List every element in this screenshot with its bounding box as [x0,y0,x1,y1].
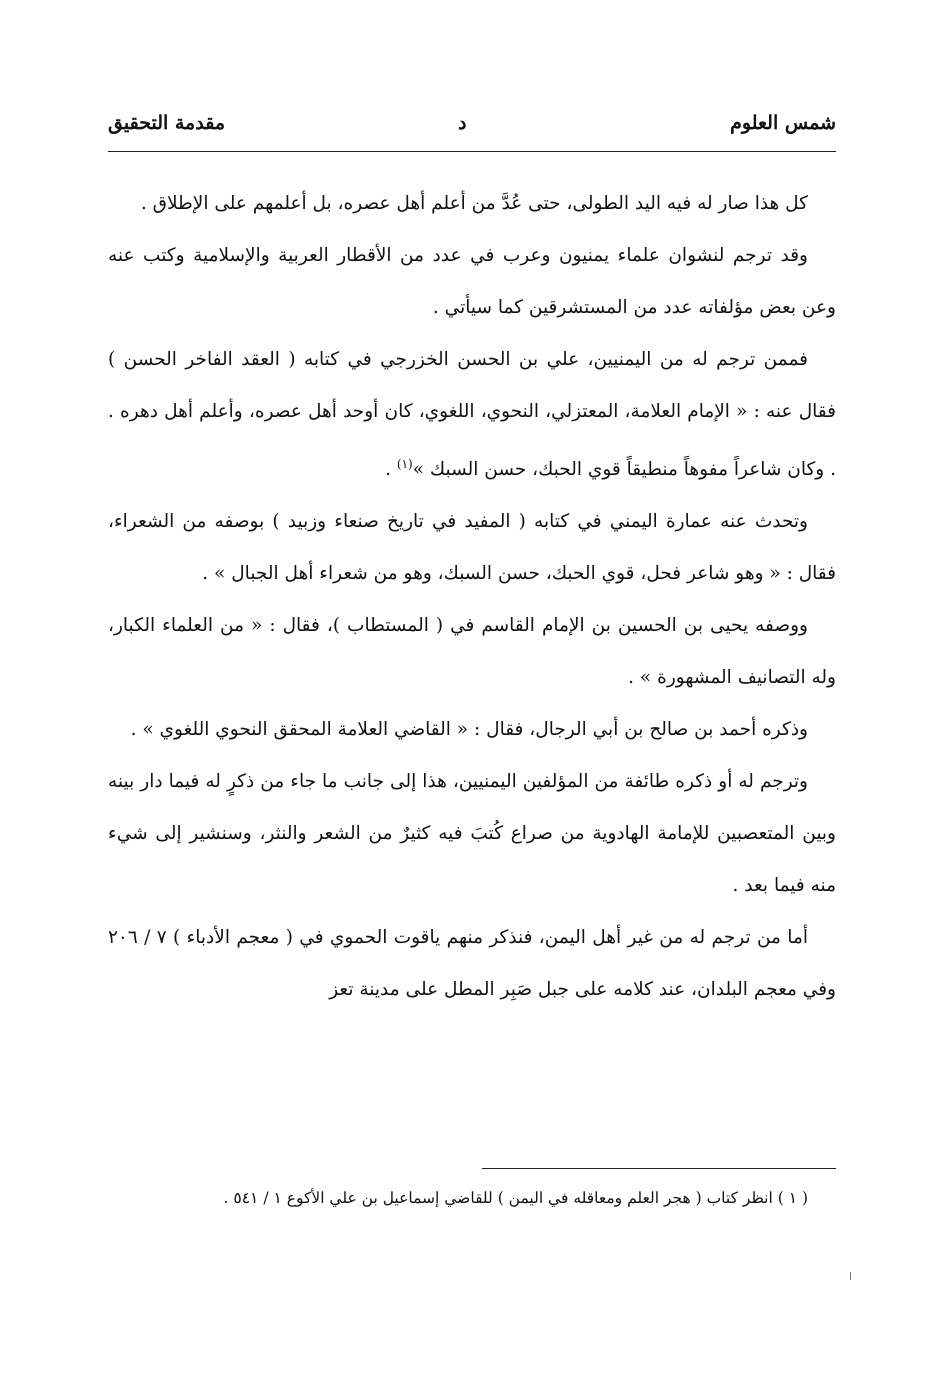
footnote-divider [482,1168,836,1169]
scan-mark [850,1272,851,1280]
footnote: ( ١ ) انظر كتاب ( هجر العلم ومعاقله في اليمن ) للقاضي إسماعيل بن علي الأكوع ١ / ٥٤١ . [223,1189,808,1207]
paragraph: وتحدث عنه عمارة اليمني في كتابه ( المفيد في تاريخ صنعاء وزبيد ) بوصفه من الشعراء، فقال : « وهو شاعر فحل، قوي الحبك، حسن السبك، وهو من شعراء أهل الجبال » . [108,511,836,585]
footnote-reference: (١) [396,457,413,471]
page-number: د [458,112,467,134]
paragraph [108,334,836,496]
paragraph: وذكره أحمد بن صالح بن أبي الرجال، فقال : « القاضي العلامة المحقق النحوي اللغوي » . [130,719,808,741]
page-header [108,112,836,142]
paragraph-end: . [385,459,397,481]
body-text [108,178,836,1016]
book-title: شمس العلوم [730,112,836,134]
header-divider [108,151,836,152]
section-title: مقدمة التحقيق [108,112,225,134]
paragraph: ووصفه يحيى بن الحسين بن الإمام القاسم في ( المستطاب )، فقال : « من العلماء الكبار، وله التصانيف المشهورة » . [108,615,836,689]
paragraph: وقد ترجم لنشوان علماء يمنيون وعرب في عدد من الأقطار العربية والإسلامية وكتب عنه وعن بعض مؤلفاته عدد من المستشرقين كما سيأتي . [108,245,836,318]
paragraph: كل هذا صار له فيه اليد الطولى، حتى عُدَّ من أعلم أهل عصره، بل أعلمهم على الإطلاق . [140,193,808,214]
paragraph: وترجم له أو ذكره طائفة من المؤلفين اليمنيين، هذا إلى جانب ما جاء من ذكرٍ له فيما دار بينه وبين المتعصبين للإمامة الهادوية من صراع كُتبَ فيه كثيرٌ من الشعر والنثر، وسنشير إلى شيء منه فيما بعد . [108,771,836,897]
paragraph-text: فممن ترجم له من اليمنيين، علي بن الحسن الخزرجي في كتابه ( العقد الفاخر الحسن ) فقال عنه : « الإمام العلامة، المعتزلي، النحوي، اللغوي، كان أوحد أهل عصره، وأعلم أهل دهره . . وكان شاعراً مفوهاً منطيقاً قوي الحبك، حسن السبك » [108,349,836,481]
paragraph: أما من ترجم له من غير أهل اليمن، فنذكر منهم ياقوت الحموي في ( معجم الأدباء ) ٧ / ٢٠٦ وفي معجم البلدان، عند كلامه على جبل صَبِر المطل على مدينة تعز [108,927,836,1001]
